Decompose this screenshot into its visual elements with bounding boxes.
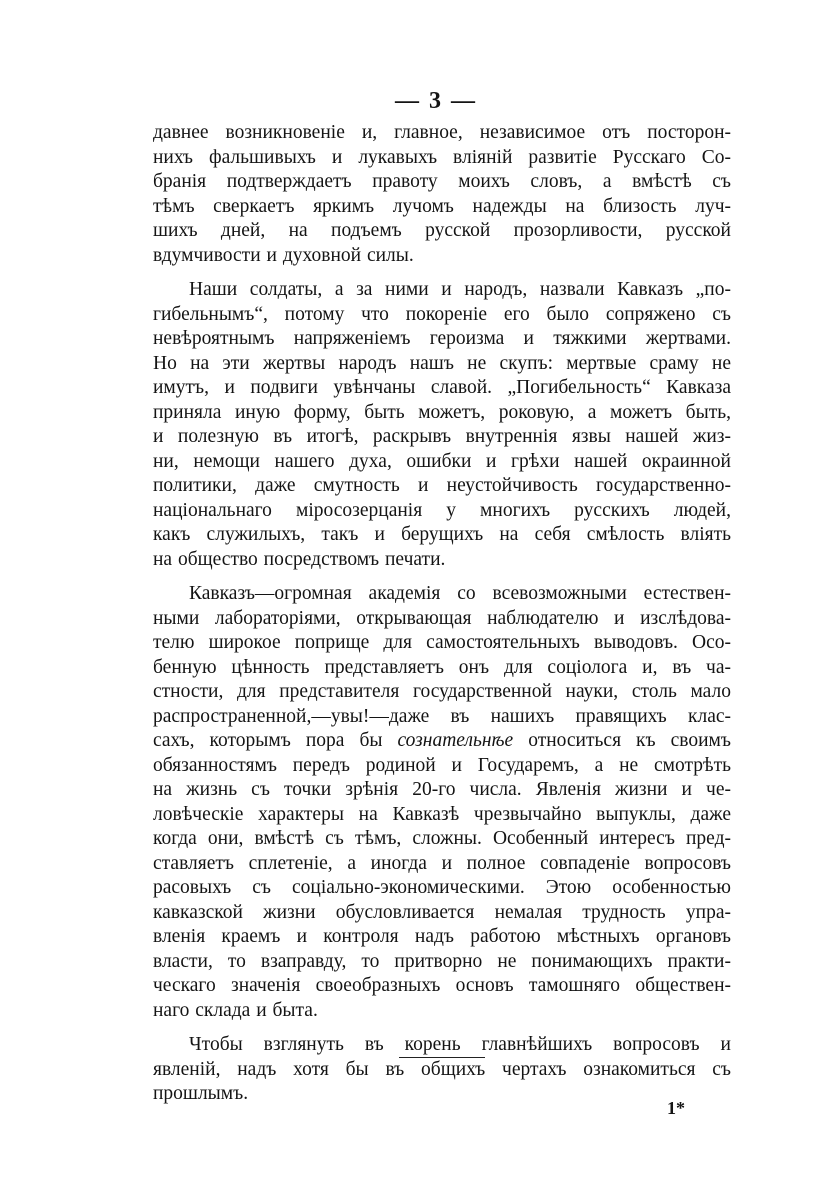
page-number: — 3 —	[395, 88, 477, 114]
text-line: и полезную въ итогѣ, раскрывъ внутреннія язвы нашей жиз-	[153, 426, 731, 447]
text-line: кавказской жизни обусловливается немалая трудность упра-	[153, 901, 731, 923]
text-line: власти, то взаправду, то притворно не понимающихъ практи-	[153, 950, 731, 972]
paragraph	[153, 1033, 731, 1107]
text-line: наго склада и быта.	[153, 999, 318, 1021]
text-line: когда они, вмѣстѣ съ тѣмъ, сложны. Особенный интересъ пред-	[153, 828, 731, 849]
text-line: вдумчивости и духовной силы.	[153, 244, 414, 266]
text-line: давнее возникновеніе и, главное, независимое отъ посторон-	[153, 122, 731, 143]
text-line: Чтобы взглянуть въ корень главнѣйшихъ вопросовъ и	[189, 1034, 731, 1055]
text-line: Наши солдаты, а за ними и народъ, назвали Кавказъ „по-	[189, 279, 731, 300]
text-line: расовыхъ съ соціально-экономическими. Этою особенностью	[153, 877, 731, 898]
text-line: приняла иную форму, быть можетъ, роковую, а можетъ быть,	[153, 401, 731, 423]
text-line: гибельнымъ“, потому что покореніе его было сопряжено съ	[153, 303, 731, 325]
text-line: на жизнь съ точки зрѣнія 20-го числа. Явленія жизни и че-	[153, 779, 731, 800]
text-line: обязанностямъ передъ родиной и Государемъ, а не смотрѣть	[153, 754, 731, 776]
text-line: тѣмъ сверкаетъ яркимъ лучомъ надежды на близость луч-	[153, 195, 731, 217]
text-line: ставляетъ сплетеніе, а иногда и полное совпаденіе вопросовъ	[153, 852, 731, 874]
text-line: ловѣческіе характеры на Кавказѣ чрезвычайно выпуклы, даже	[153, 803, 731, 825]
text-line: на общество посредствомъ печати.	[153, 548, 446, 570]
text-line: ными лабораторіями, открывающая наблюдателю и изслѣдова-	[153, 607, 731, 629]
section-divider	[399, 1057, 485, 1058]
text-line: телю широкое поприще для самостоятельныхъ выводовъ. Осо-	[153, 632, 731, 653]
text-line: вленія краемъ и контроля надъ работою мѣстныхъ органовъ	[153, 926, 731, 947]
paragraph	[153, 121, 731, 268]
paragraph-gap	[153, 268, 731, 278]
text-line: стности, для представителя государственной науки, столь мало	[153, 681, 731, 702]
signature-mark: 1*	[667, 1098, 685, 1118]
body-text	[153, 121, 731, 1107]
text-line: невѣроятнымъ напряженіемъ героизма и тяжкими жертвами.	[153, 328, 731, 349]
text-line: національнаго міросозерцанія у многихъ русскихъ людей,	[153, 499, 731, 521]
emphasized-word: сознательнѣе	[397, 730, 514, 751]
text-line: ческаго значенія своеобразныхъ основъ тамошняго обществен-	[153, 975, 731, 996]
text-line: имутъ, и подвиги увѣнчаны славой. „Погибельность“ Кавказа	[153, 377, 731, 398]
text-line: шихъ дней, на подъемъ русской прозорливости, русской	[153, 220, 731, 241]
text-line: политики, даже смутность и неустойчивость государственно-	[153, 475, 731, 496]
paragraph-gap	[153, 572, 731, 582]
text-line: сахъ, которымъ пора бы сознательнѣе относиться къ своимъ	[153, 730, 731, 751]
text-line: явленій, надъ хотя бы въ общихъ чертахъ ознакомиться съ	[153, 1058, 731, 1080]
text-line: распространенной,—увы!—даже въ нашихъ правящихъ клас-	[153, 705, 731, 727]
text-line: ни, немощи нашего духа, ошибки и грѣхи нашей окраинной	[153, 450, 731, 472]
text-line: бранія подтверждаетъ правоту моихъ словъ, а вмѣстѣ съ	[153, 171, 731, 192]
text-line: прошлымъ.	[153, 1083, 249, 1104]
paragraph	[153, 278, 731, 572]
text-line: Но на эти жертвы народъ нашъ не скупъ: мертвые сраму не	[153, 352, 731, 374]
text-line: бенную цѣнность представляетъ онъ для соціолога и, въ ча-	[153, 656, 731, 678]
paragraph	[153, 582, 731, 1023]
text-line: какъ служилыхъ, такъ и берущихъ на себя смѣлость вліять	[153, 524, 731, 545]
text-line: Кавказъ—огромная академія со всевозможными естествен-	[189, 583, 731, 604]
text-line: нихъ фальшивыхъ и лукавыхъ вліяній развитіе Русскаго Со-	[153, 146, 731, 168]
paragraph-gap	[153, 1023, 731, 1033]
